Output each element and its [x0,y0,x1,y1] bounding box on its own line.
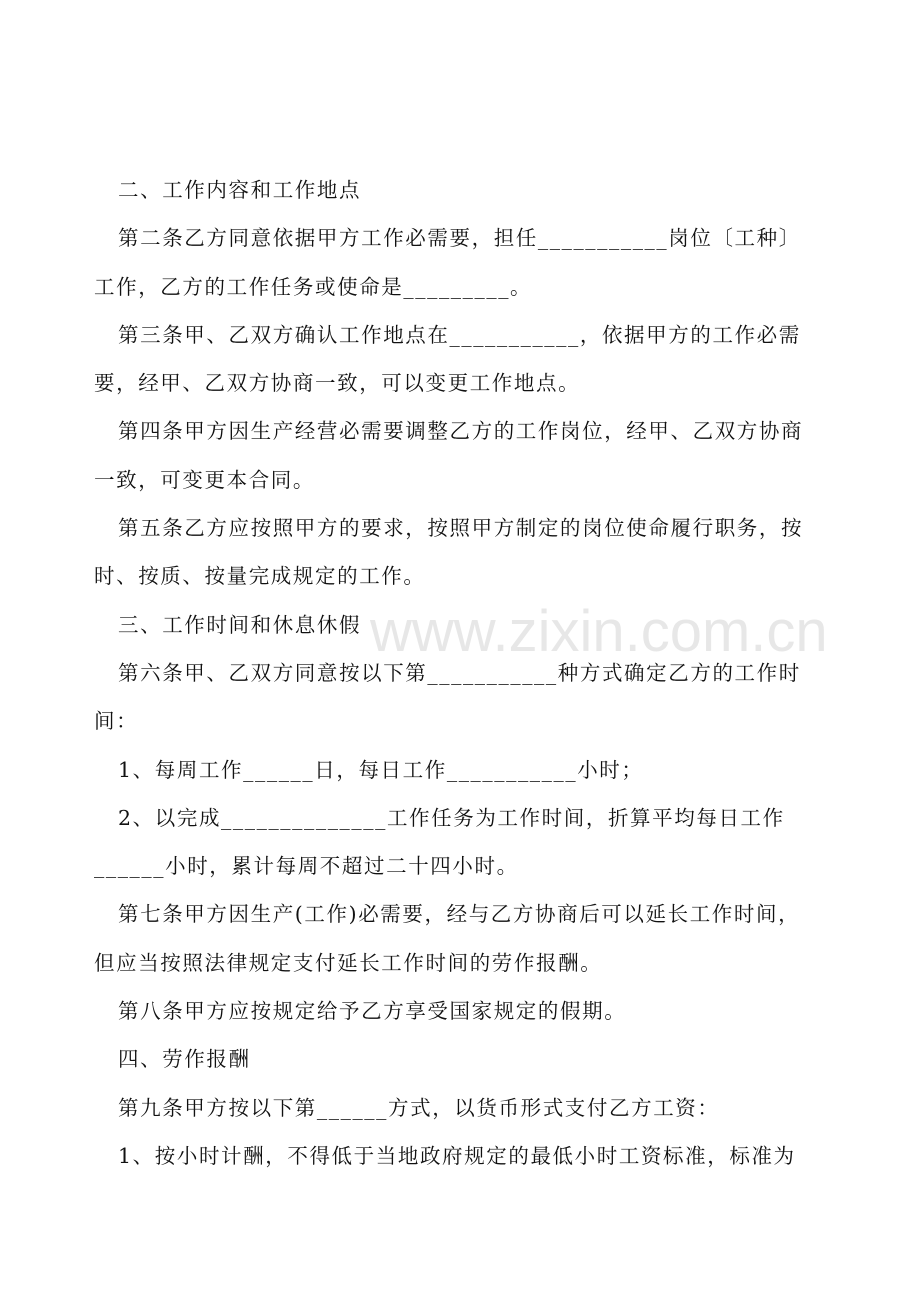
article-5-line-1: 第五条乙方应按照甲方的要求，按照甲方制定的岗位使命履行职务，按 [118,516,804,541]
article-7-line-2: 但应当按照法律规定支付延长工作时间的劳作报酬。 [94,950,603,975]
article-6-line-2: 间： [94,709,139,734]
article-3-line-2: 要，经甲、乙双方协商一致，可以变更工作地点。 [94,371,581,396]
article-9-line-1: 第九条甲方按以下第______方式，以货币形式支付乙方工资： [118,1095,720,1120]
article-2-line-2: 工作，乙方的工作任务或使命是_________。 [94,274,533,299]
watermark: www.zixin.com.cn [370,599,828,664]
article-7-line-1: 第七条甲方因生产(工作)必需要，经与乙方协商后可以延长工作时间， [118,902,801,927]
article-2-line-1: 第二条乙方同意依据甲方工作必需要，担任___________岗位〔工种〕 [118,226,801,251]
article-9-item-1: 1、按小时计酬，不得低于当地政府规定的最低小时工资标准，标准为 [118,1143,796,1168]
document-body [94,166,834,1180]
article-4-line-1: 第四条甲方因生产经营必需要调整乙方的工作岗位，经甲、乙双方协商 [118,419,804,444]
article-6-item-1: 1、每周工作______日，每日工作___________小时； [118,757,644,782]
article-5-line-2: 时、按质、按量完成规定的工作。 [94,564,426,589]
section-heading-4: 四、劳作报酬 [118,1047,251,1072]
article-6-line-1: 第六条甲、乙双方同意按以下第___________种方式确定乙方的工作时 [118,660,801,685]
article-4-line-2: 一致，可变更本合同。 [94,467,315,492]
section-heading-3: 三、工作时间和休息休假 [118,612,362,637]
article-3-line-1: 第三条甲、乙双方确认工作地点在___________，依据甲方的工作必需 [118,322,801,347]
article-8-line-1: 第八条甲方应按规定给予乙方享受国家规定的假期。 [118,999,627,1024]
section-heading-2: 二、工作内容和工作地点 [118,178,362,202]
article-6-item-2-line-1: 2、以完成______________工作任务为工作时间，折算平均每日工作 [118,805,785,830]
article-6-item-2-line-2: ______小时，累计每周不超过二十四小时。 [94,854,519,879]
